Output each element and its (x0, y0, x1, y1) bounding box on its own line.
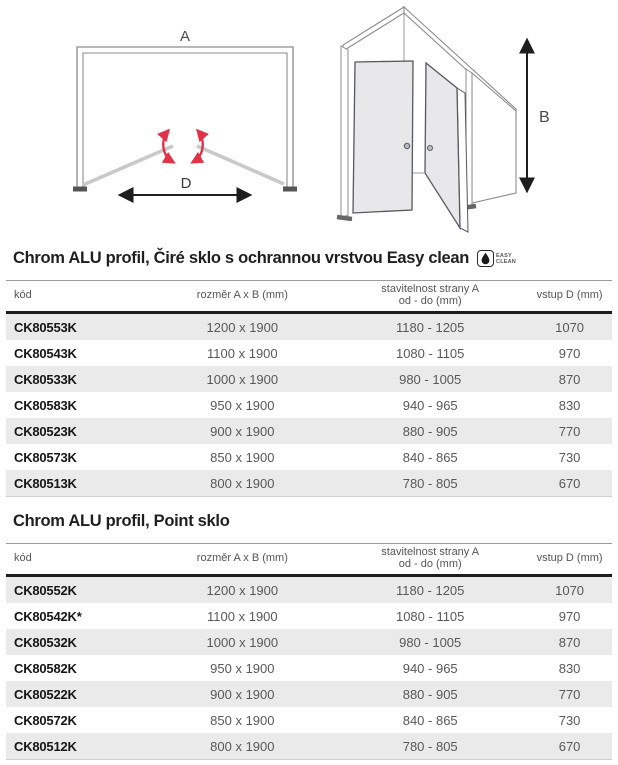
entry-width-cell: 870 (558, 634, 581, 650)
code-cell: CK80513K (14, 475, 77, 491)
col-header-kod: kód (6, 281, 151, 313)
entry-width-cell: 970 (558, 608, 581, 624)
entry-width-cell: 830 (558, 397, 581, 413)
code-cell: CK80533K (14, 371, 77, 387)
table-row (6, 418, 612, 444)
section-easy-clean (0, 248, 618, 497)
entry-width-cell: 670 (558, 475, 581, 491)
section-title-text: Chrom ALU profil, Čiré sklo s ochrannou vrstvou Easy clean (13, 249, 470, 267)
table-body (6, 576, 612, 760)
entry-width-cell: 1070 (555, 582, 585, 598)
adjust-range-cell: 840 - 865 (402, 449, 458, 465)
front-view-diagram (60, 25, 305, 211)
perspective-diagram (335, 5, 560, 243)
table-row (6, 681, 612, 707)
spec-table-easy-clean (6, 280, 612, 497)
entry-width-cell: 970 (558, 345, 581, 361)
dimension-d-label: D (180, 175, 192, 192)
left-wall (341, 46, 348, 218)
frame-outline-outer (77, 47, 293, 190)
section-title (0, 511, 618, 532)
col-header-rozmer: rozměr A x B (mm) (151, 281, 333, 313)
section-title (0, 248, 618, 269)
size-cell: 800 x 1900 (210, 475, 275, 491)
adjust-range-cell: 1080 - 1105 (395, 345, 465, 361)
easy-clean-badge (477, 250, 516, 267)
size-cell: 850 x 1900 (210, 712, 275, 728)
drop-icon (477, 250, 494, 267)
adjust-range-cell: 1180 - 1205 (395, 319, 465, 335)
entry-width-cell: 1070 (555, 319, 585, 335)
table-row (6, 655, 612, 681)
table-row (6, 444, 612, 470)
code-cell: CK80572K (14, 712, 77, 728)
code-cell: CK80522K (14, 686, 77, 702)
spec-table-point-sklo (6, 543, 612, 760)
dimension-b-label: B (539, 109, 550, 126)
table-header-row (6, 281, 612, 313)
table-row (6, 707, 612, 733)
section-point-sklo (0, 511, 618, 760)
col-header-vstup: vstup D (mm) (527, 544, 612, 576)
entry-width-cell: 770 (558, 686, 581, 702)
table-row (6, 313, 612, 341)
size-cell: 1200 x 1900 (206, 319, 279, 335)
right-wall (472, 73, 516, 203)
col-header-stavitelnost: stavitelnost strany A od - do (mm) (333, 544, 527, 576)
size-cell: 1100 x 1900 (207, 608, 278, 624)
table-row (6, 340, 612, 366)
knob-left-icon (404, 143, 409, 148)
code-cell: CK80583K (14, 397, 77, 413)
size-cell: 1000 x 1900 (206, 634, 279, 650)
adjust-range-cell: 980 - 1005 (399, 634, 462, 650)
adjust-range-cell: 880 - 905 (402, 686, 458, 702)
code-cell: CK80582K (14, 660, 77, 676)
section-title-text: Chrom ALU profil, Point sklo (13, 512, 230, 530)
size-cell: 800 x 1900 (210, 738, 275, 754)
entry-width-cell: 870 (558, 371, 581, 387)
size-cell: 1200 x 1900 (206, 582, 279, 598)
diagram-area (0, 0, 618, 246)
table-body (6, 313, 612, 497)
col-header-kod: kód (6, 544, 151, 576)
adjust-range-cell: 1080 - 1105 (395, 608, 465, 624)
table-row (6, 470, 612, 497)
col-header-stavitelnost: stavitelnost strany A od - do (mm) (333, 281, 527, 313)
door-leaf-left (83, 146, 173, 185)
adjust-range-cell: 880 - 905 (402, 423, 458, 439)
entry-width-cell: 770 (558, 423, 581, 439)
table-row (6, 366, 612, 392)
entry-width-cell: 730 (558, 712, 581, 728)
size-cell: 1100 x 1900 (207, 345, 278, 361)
code-cell: CK80532K (14, 634, 77, 650)
entry-width-cell: 670 (558, 738, 581, 754)
knob-right-icon (428, 146, 433, 151)
col-header-vstup: vstup D (mm) (527, 281, 612, 313)
code-cell: CK80552K (14, 582, 77, 598)
adjust-range-cell: 840 - 865 (402, 712, 458, 728)
code-cell: CK80553K (14, 319, 77, 335)
size-cell: 900 x 1900 (210, 686, 275, 702)
adjust-range-cell: 780 - 805 (402, 738, 458, 754)
adjust-range-cell: 780 - 805 (402, 475, 458, 491)
size-cell: 900 x 1900 (210, 423, 275, 439)
size-cell: 950 x 1900 (210, 397, 275, 413)
table-header-row (6, 544, 612, 576)
col-header-rozmer: rozměr A x B (mm) (151, 544, 333, 576)
entry-width-cell: 730 (558, 449, 581, 465)
door-leaf-right (197, 146, 284, 184)
size-cell: 850 x 1900 (210, 449, 275, 465)
left-wall-foot (337, 217, 352, 219)
code-cell: CK80543K (14, 345, 77, 361)
frame-outline-inner (83, 53, 287, 190)
adjust-range-cell: 980 - 1005 (399, 371, 462, 387)
dimension-a-label: A (179, 28, 191, 45)
table-row (6, 603, 612, 629)
table-row (6, 629, 612, 655)
table-row (6, 392, 612, 418)
size-cell: 1000 x 1900 (206, 371, 279, 387)
door-panel-left (353, 61, 413, 213)
table-row (6, 576, 612, 604)
code-cell: CK80523K (14, 423, 77, 439)
entry-width-cell: 830 (558, 660, 581, 676)
top-rail-left (343, 7, 404, 51)
adjust-range-cell: 940 - 965 (402, 397, 458, 413)
size-cell: 950 x 1900 (210, 660, 275, 676)
easy-clean-badge-text: EASY CLEAN (496, 252, 516, 265)
table-row (6, 733, 612, 760)
code-cell: CK80542K* (14, 608, 82, 624)
adjust-range-cell: 940 - 965 (402, 660, 458, 676)
code-cell: CK80573K (14, 449, 77, 465)
adjust-range-cell: 1180 - 1205 (395, 582, 465, 598)
code-cell: CK80512K (14, 738, 77, 754)
